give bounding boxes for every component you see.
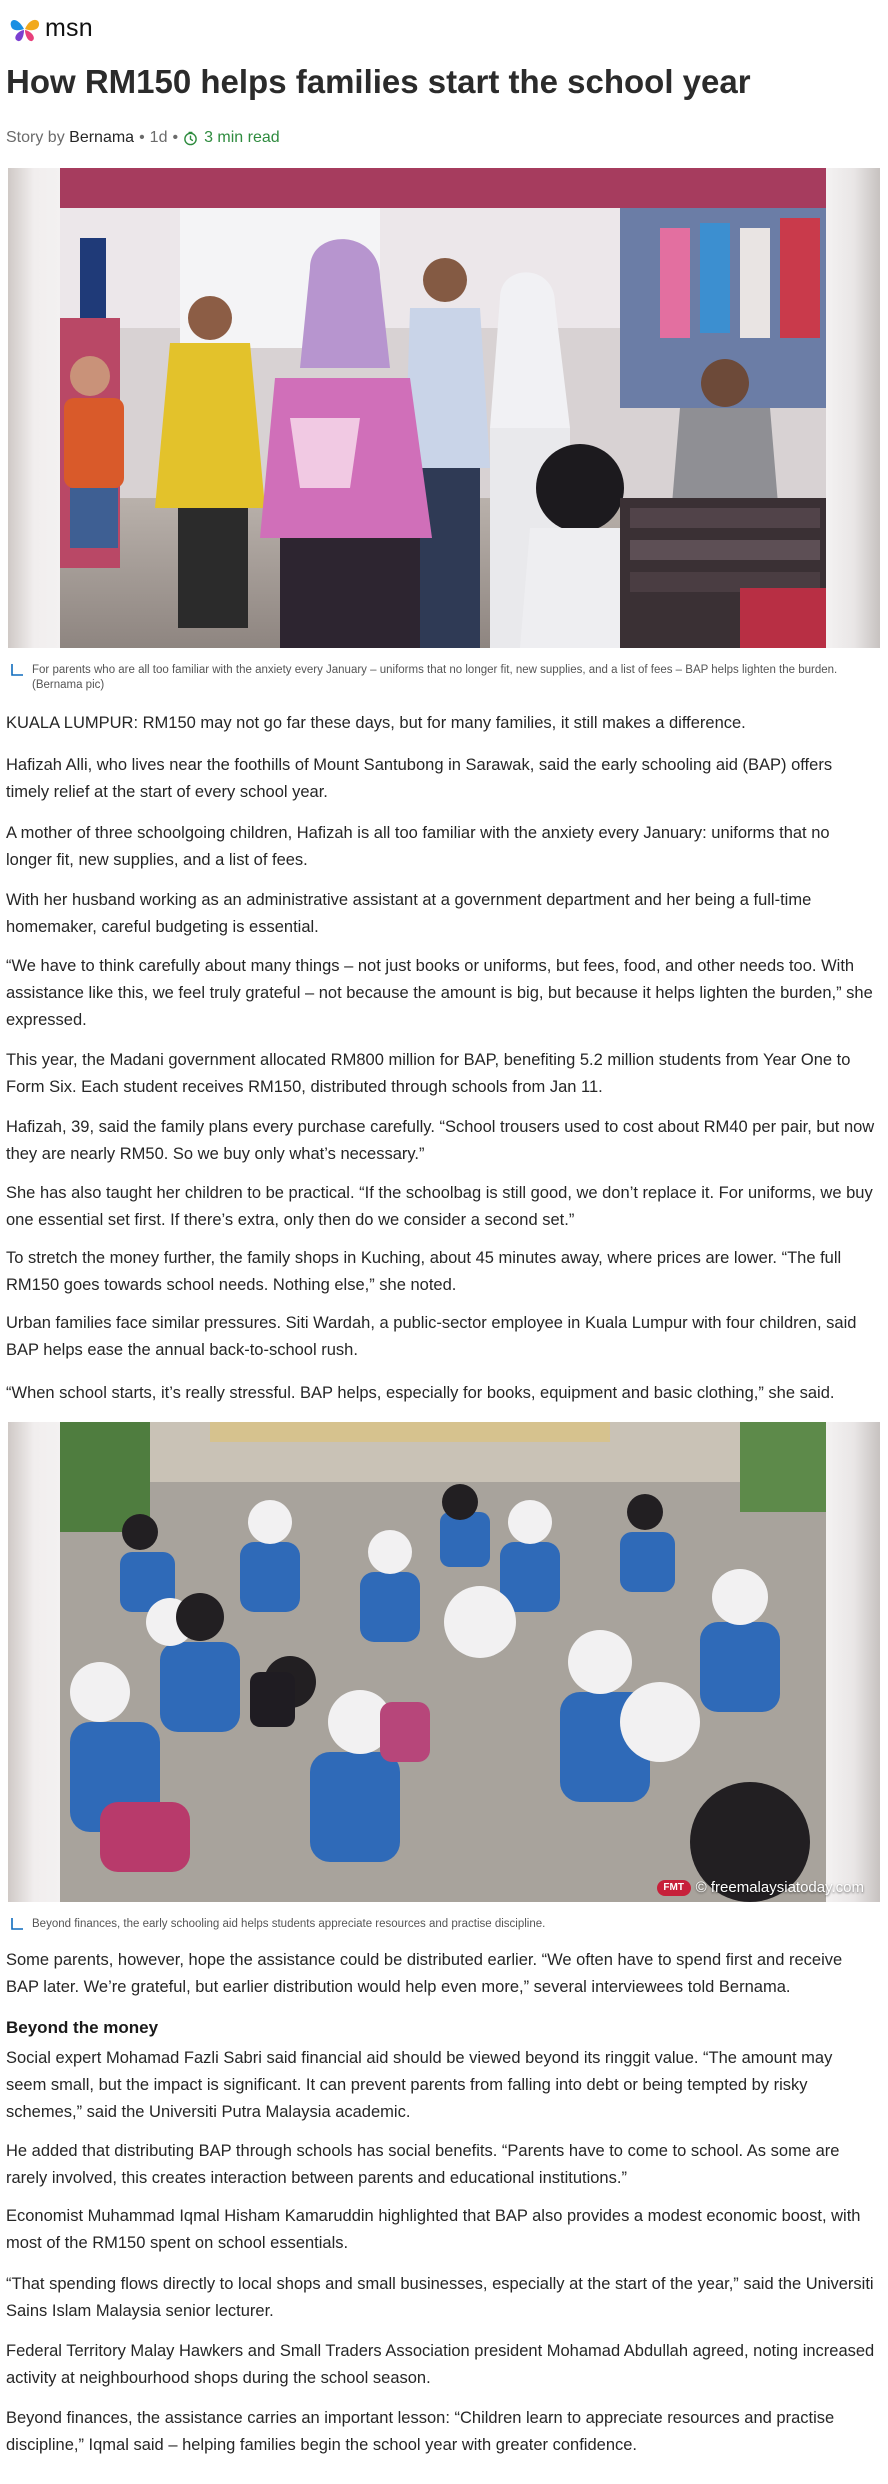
paragraph: KUALA LUMPUR: RM150 may not go far these days, but for many families, it still makes a difference. — [6, 714, 746, 732]
clock-icon — [183, 131, 198, 146]
image-caption — [10, 1917, 842, 1932]
paragraph: With her husband working as an administrative assistant at a government department and her being a full-time homemaker, careful budgeting is essential. — [6, 891, 812, 936]
logo-text: msn — [45, 13, 93, 42]
byline — [6, 129, 280, 147]
paragraph: “We have to think carefully about many things – not just books or uniforms, but fees, food, and other needs too. With assistance like this, we feel truly grateful – not because the amount is big, but because it helps lighten the burden,” she expressed. — [6, 957, 873, 1029]
image-caption-text: Beyond finances, the early schooling aid helps students appreciate resources and practise discipline. — [32, 1918, 546, 1930]
paragraph: “That spending flows directly to local shops and small businesses, especially at the start of the year,” said the Universiti Sains Islam Malaysia senior lecturer. — [6, 2275, 874, 2320]
msn-logo[interactable] — [8, 12, 93, 44]
photo-watermark — [657, 1879, 864, 1896]
paragraph: Hafizah Alli, who lives near the foothills of Mount Santubong in Sarawak, said the early schooling aid (BAP) offers timely relief at the start of every school year. — [6, 756, 833, 801]
paragraph: Federal Territory Malay Hawkers and Small Traders Association president Mohamad Abdullah agreed, noting increased activity at neighbourhood shops during the school season. — [6, 2342, 875, 2387]
byline-separator: • — [139, 129, 145, 146]
byline-source[interactable]: Bernama — [69, 129, 135, 146]
paragraph: Social expert Mohamad Fazli Sabri said financial aid should be viewed beyond its ringgit value. “The amount may seem small, but the impact is significant. It can prevent parents from falling into debt or being tempted by risky schemes,” said the Universiti Putra Malaysia academic. — [6, 2049, 833, 2121]
article-image-students[interactable] — [8, 1422, 880, 1902]
byline-age: 1d — [149, 129, 168, 146]
read-time: 3 min read — [204, 129, 280, 146]
section-heading: Beyond the money — [6, 2018, 159, 2037]
paragraph: She has also taught her children to be practical. “If the schoolbag is still good, we don’t replace it. For uniforms, we buy one essential set first. If there’s extra, only then do we consider a second set.” — [6, 1184, 873, 1229]
paragraph: He added that distributing BAP through schools has social benefits. “Parents have to come to school. As some are rarely involved, this creates interaction between parents and educational institutions.” — [6, 2142, 840, 2187]
byline-prefix: Story by — [6, 129, 65, 146]
byline-separator: • — [172, 129, 179, 146]
paragraph: “When school starts, it’s really stressful. BAP helps, especially for books, equipment and basic clothing,” she said. — [6, 1384, 835, 1402]
students-photo — [60, 1422, 826, 1902]
watermark-text: © freemalaysiatoday.com — [695, 1879, 864, 1896]
paragraph: Beyond finances, the assistance carries an important lesson: “Children learn to appreciate resources and practise discipline,” Iqmal said – helping families begin the school year with greater confidence. — [6, 2409, 835, 2454]
image-caption-text: For parents who are all too familiar with the anxiety every January – uniforms that no longer fit, new supplies, and a list of fees – BAP helps lighten the burden. (Bernama pic) — [32, 664, 838, 691]
msn-butterfly-icon — [8, 13, 42, 43]
paragraph: Economist Muhammad Iqmal Hisham Kamaruddin highlighted that BAP also provides a modest economic boost, with most of the RM150 spent on school essentials. — [6, 2207, 861, 2252]
paragraph: Some parents, however, hope the assistance could be distributed earlier. “We often have to spend first and receive BAP later. We’re grateful, but earlier distribution would help even more,” several interviewees told Bernama. — [6, 1951, 843, 1996]
fmt-logo: FMT — [657, 1880, 691, 1896]
paragraph: Hafizah, 39, said the family plans every purchase carefully. “School trousers used to cost about RM40 per pair, but now they are nearly RM50. So we buy only what’s necessary.” — [6, 1118, 875, 1163]
image-caption — [10, 663, 842, 693]
article-image-uniform-shop[interactable] — [8, 168, 880, 648]
caption-corner-icon — [10, 663, 24, 677]
paragraph: This year, the Madani government allocated RM800 million for BAP, benefiting 5.2 million students from Year One to Form Six. Each student receives RM150, distributed through schools from Jan 11. — [6, 1051, 851, 1096]
article-title: How RM150 helps families start the school year — [6, 63, 751, 100]
paragraph: Urban families face similar pressures. Siti Wardah, a public-sector employee in Kuala Lumpur with four children, said BAP helps ease the annual back-to-school rush. — [6, 1314, 857, 1359]
paragraph: To stretch the money further, the family shops in Kuching, about 45 minutes away, where prices are lower. “The full RM150 goes towards school needs. Nothing else,” she noted. — [6, 1249, 842, 1294]
caption-corner-icon — [10, 1917, 24, 1931]
uniform-shop-photo — [60, 168, 826, 648]
paragraph: A mother of three schoolgoing children, Hafizah is all too familiar with the anxiety every January: uniforms that no longer fit, new supplies, and a list of fees. — [6, 824, 830, 869]
